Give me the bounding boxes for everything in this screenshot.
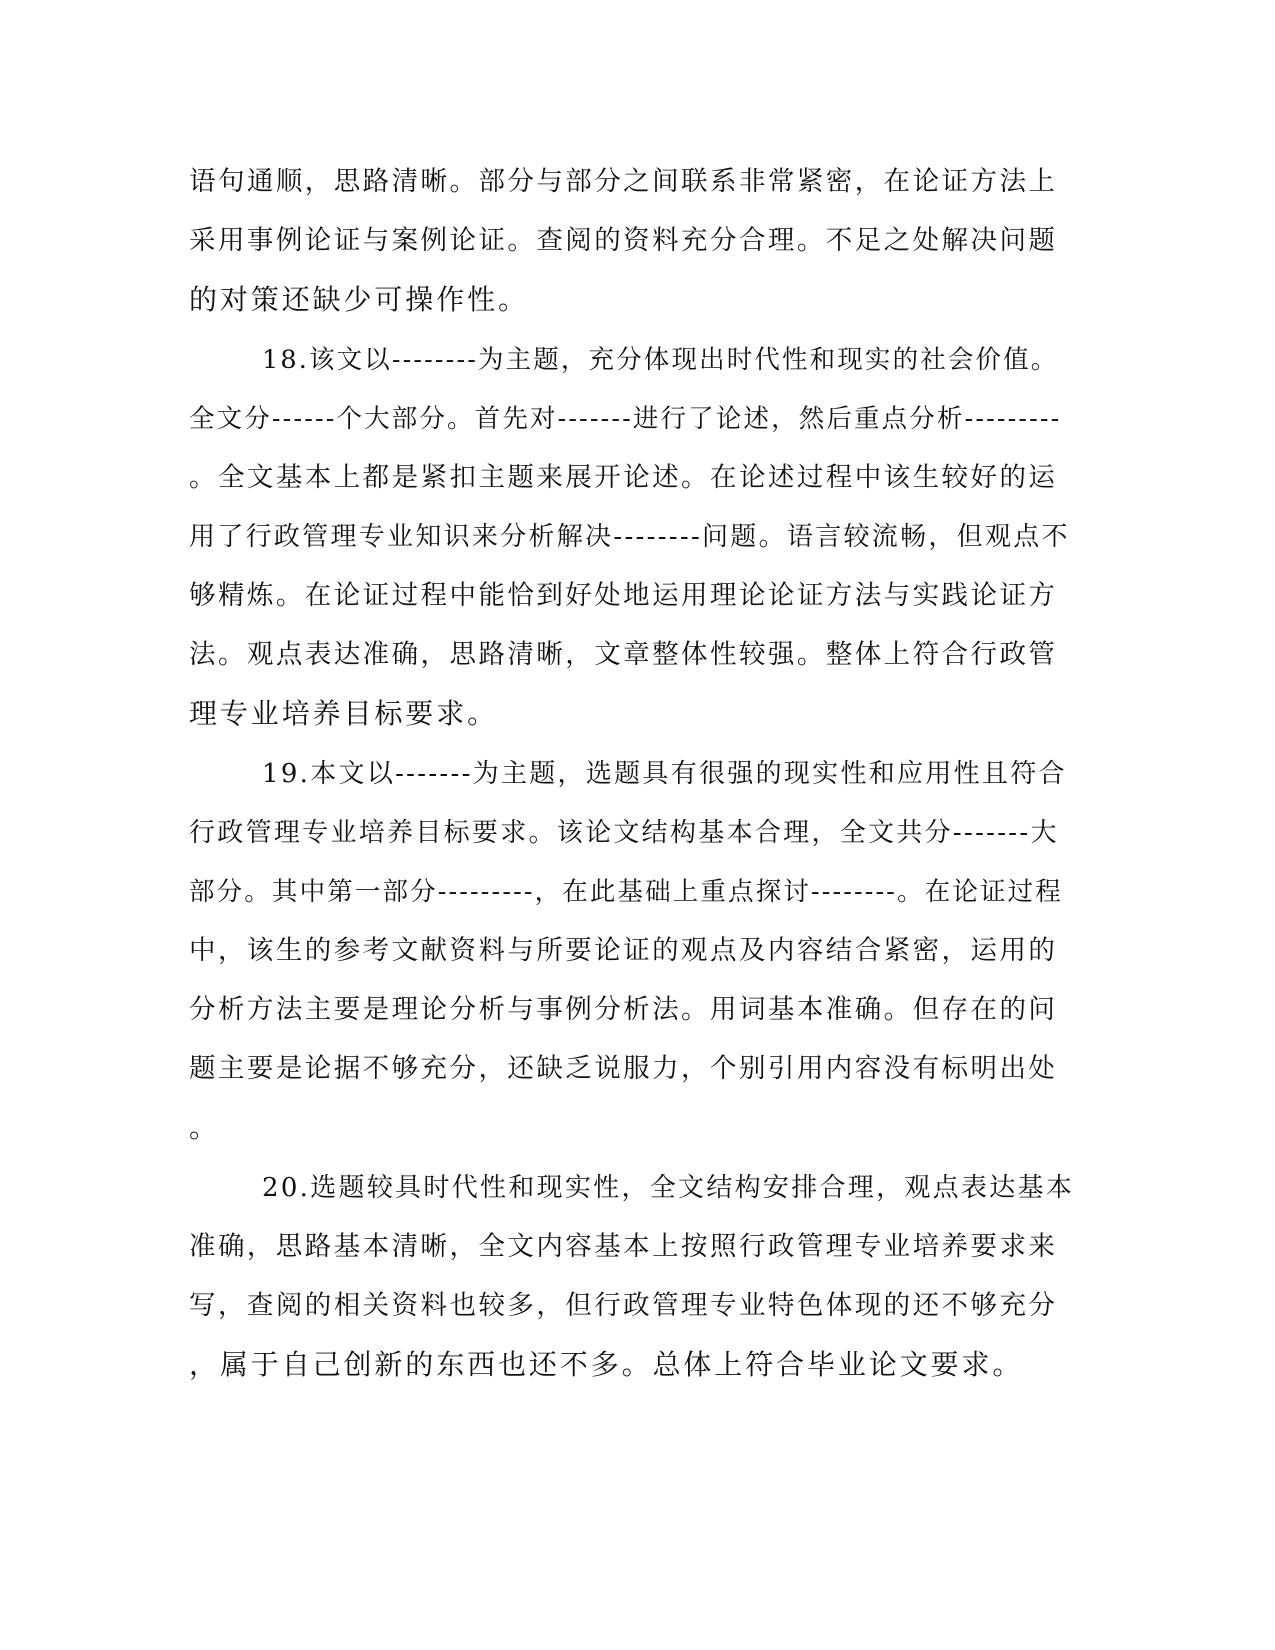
text-line: 理专业培养目标要求。 [189, 697, 499, 730]
text-line: 部分。其中第一部分---------，在此基础上重点探讨--------。在论证过程 [189, 877, 1063, 907]
text-line: 中，该生的参考文献资料与所要论证的观点及内容结合紧密，运用的 [189, 935, 1058, 966]
text-line: 行政管理专业培养目标要求。该论文结构基本合理，全文共分-------大 [189, 818, 1059, 848]
text-line: 够精炼。在论证过程中能恰到好处地运用理论论证方法与实践论证方 [189, 580, 1058, 611]
text-line: 准确，思路基本清晰，全文内容基本上按照行政管理专业培养要求来 [189, 1231, 1058, 1262]
text-line: 法。观点表达准确，思路清晰，文章整体性较强。整体上符合行政管 [189, 639, 1058, 670]
paragraph-18-start: 18.该文以--------为主题，充分体现出时代性和现实的社会价值。 [262, 345, 1059, 375]
text-line: 题主要是论据不够充分，还缺乏说服力，个别引用内容没有标明出处 [189, 1053, 1058, 1084]
text-line: 语句通顺，思路清晰。部分与部分之间联系非常紧密，在论证方法上 [189, 166, 1058, 197]
text-line: 写，查阅的相关资料也较多，但行政管理专业特色体现的还不够充分 [189, 1290, 1058, 1321]
text-line: 。 [189, 1111, 220, 1144]
text-line: ，属于自己创新的东西也还不多。总体上符合毕业论文要求。 [189, 1348, 1024, 1381]
text-line: 全文分------个大部分。首先对-------进行了论述，然后重点分析--------- [189, 404, 1062, 434]
text-line: 的对策还缺少可操作性。 [189, 283, 529, 316]
text-line: 用了行政管理专业知识来分析解决--------问题。语言较流畅，但观点不 [189, 522, 1070, 552]
paragraph-19-start: 19.本文以-------为主题，选题具有很强的现实性和应用性且符合 [262, 759, 1067, 789]
text-line: 。全文基本上都是紧扣主题来展开论述。在论述过程中该生较好的运 [189, 462, 1058, 493]
paragraph-20-start: 20.选题较具时代性和现实性，全文结构安排合理，观点表达基本 [262, 1173, 1075, 1203]
text-line: 采用事例论证与案例论证。查阅的资料充分合理。不足之处解决问题 [189, 225, 1058, 256]
text-line: 分析方法主要是理论分析与事例分析法。用词基本准确。但存在的问 [189, 994, 1058, 1025]
